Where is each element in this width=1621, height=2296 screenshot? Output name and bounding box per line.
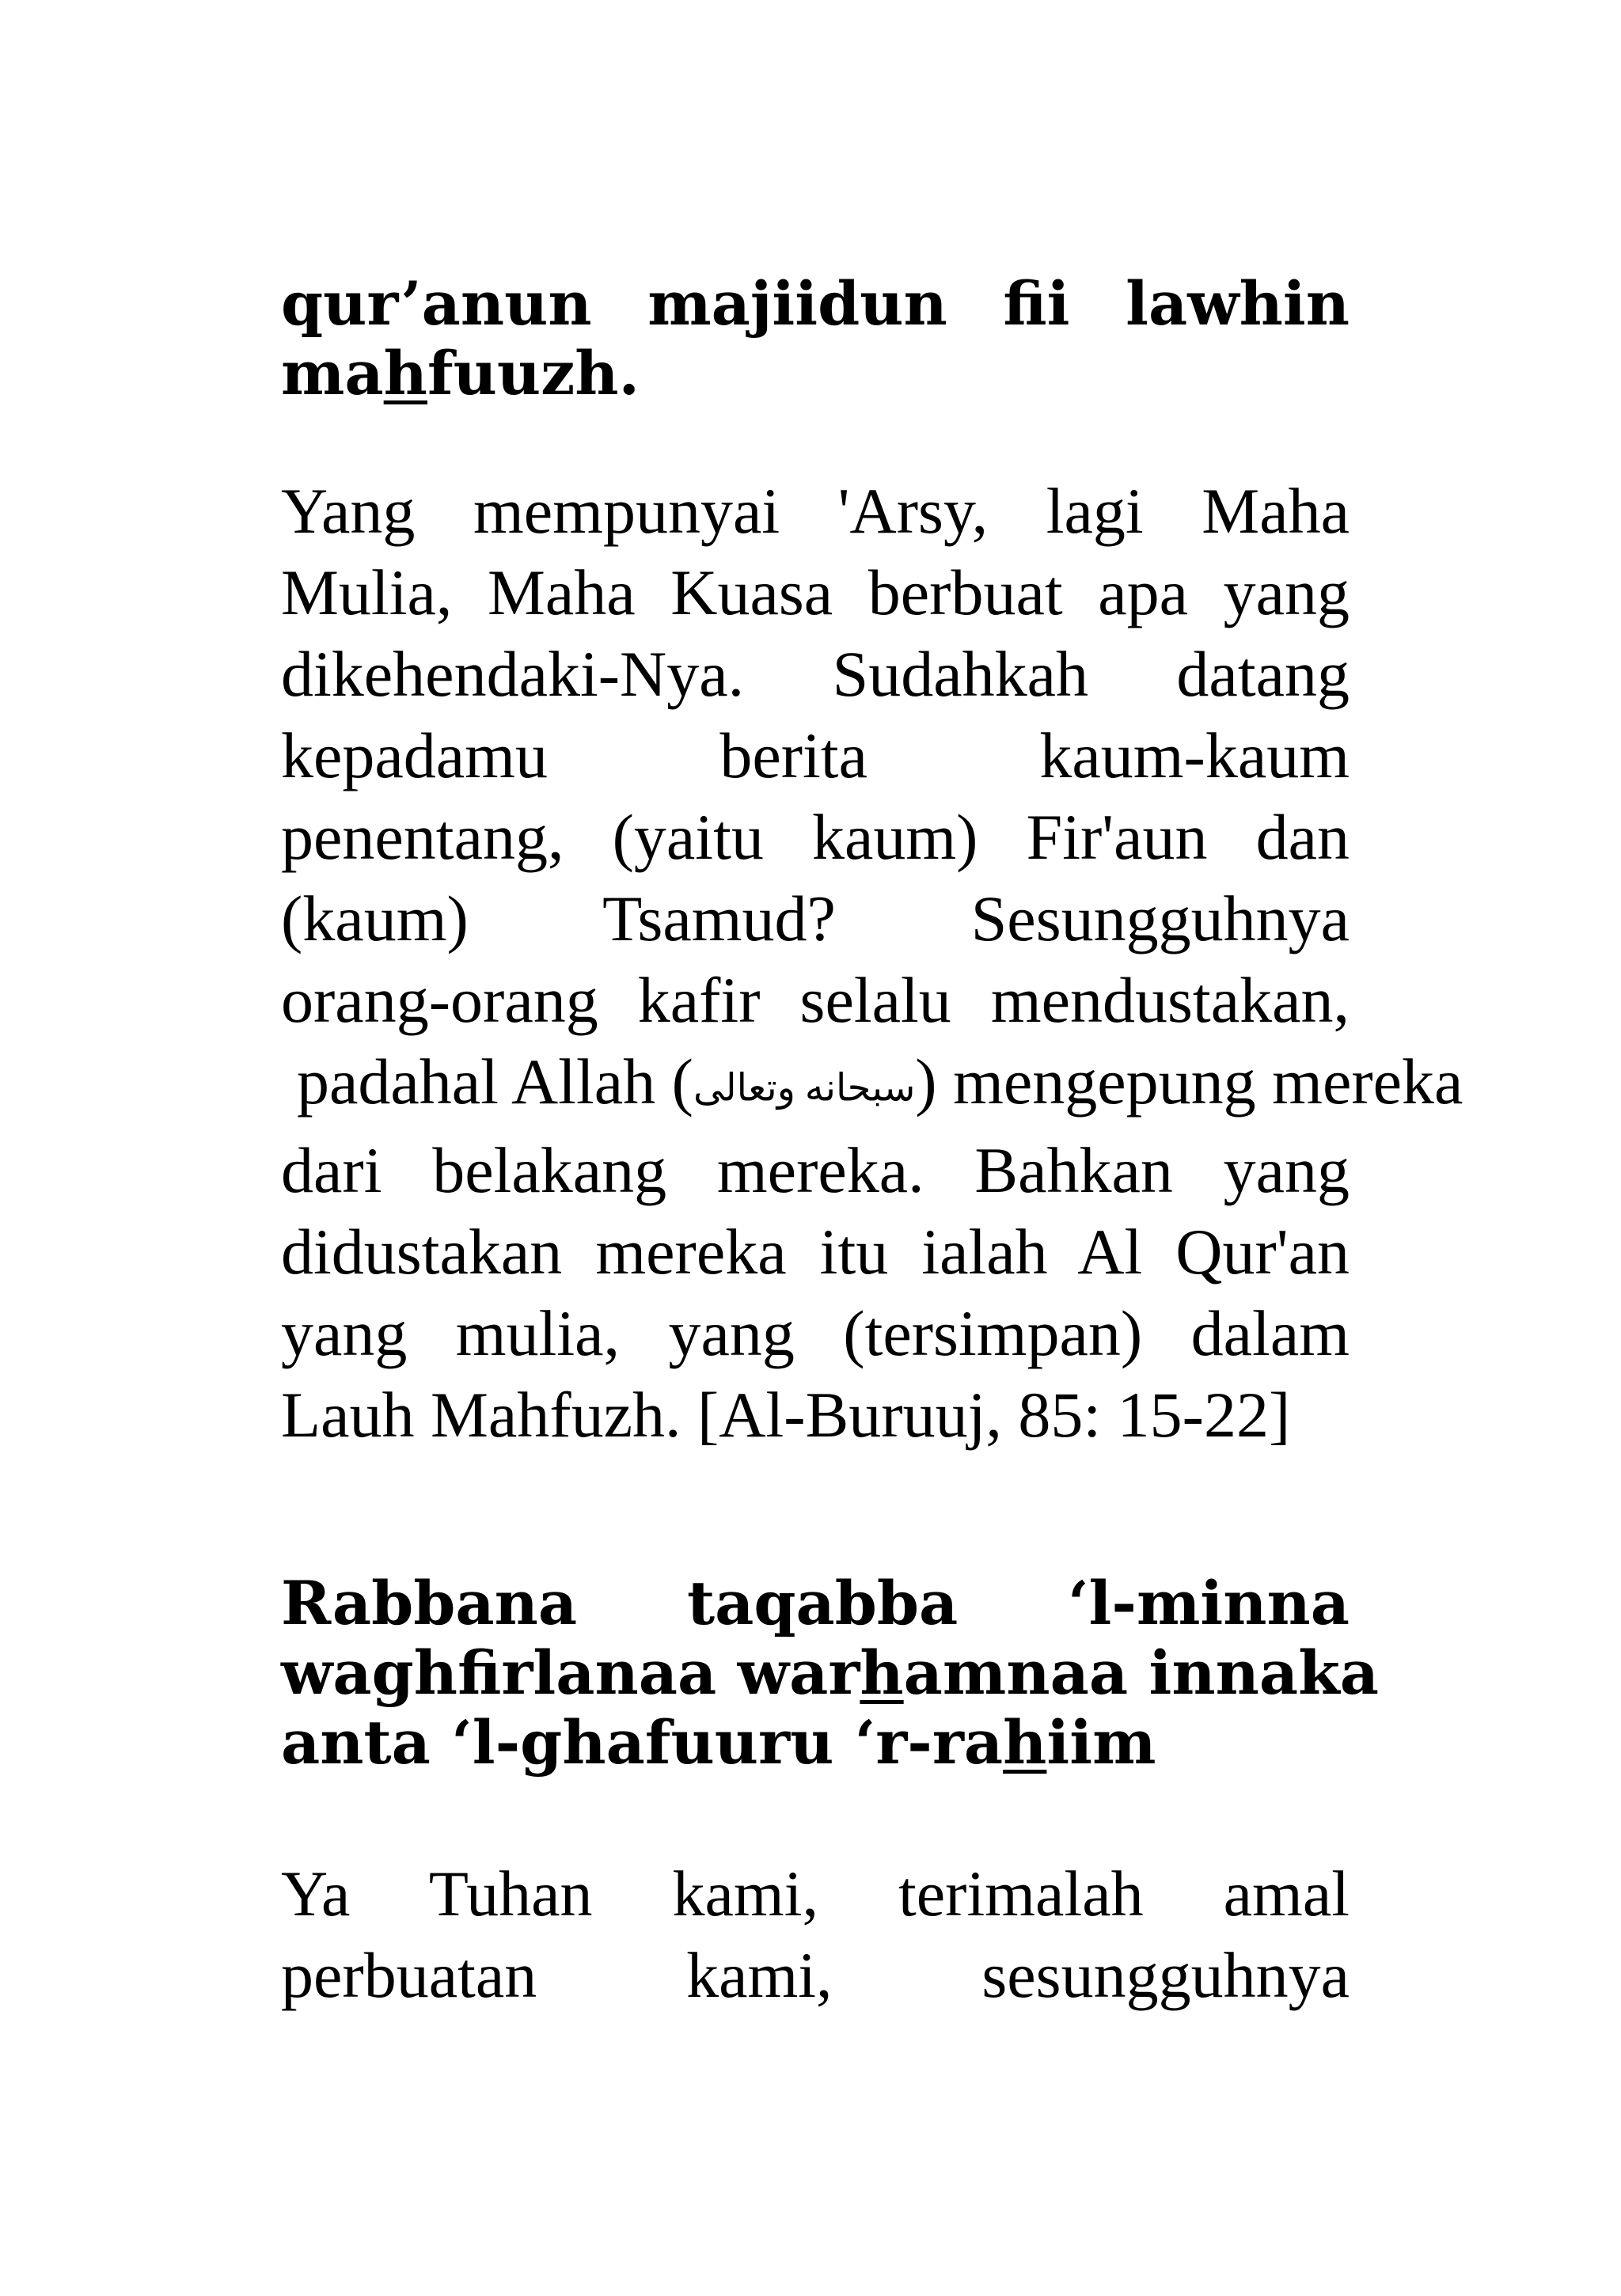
heading-line: mahfuuzh. bbox=[281, 338, 640, 408]
paragraph-line: didustakan mereka itu ialah Al Qur'an bbox=[281, 1215, 1350, 1288]
heading-line: qur’anun majiidun fii lawhin bbox=[281, 268, 1350, 339]
paragraph-line: (kaum) Tsamud? Sesungguhnya bbox=[281, 882, 1350, 954]
paragraph-line: Ya Tuhan kami, terimalah amal bbox=[281, 1857, 1350, 1930]
transliteration-heading-1 bbox=[281, 269, 1350, 408]
paragraph-line: orang-orang kafir selalu mendustakan, bbox=[281, 964, 1350, 1036]
paragraph-line: perbuatan kami, sesungguhnya bbox=[281, 1938, 1350, 2011]
page-content bbox=[281, 268, 1463, 2016]
paragraph-line: Yang mempunyai 'Arsy, lagi Maha bbox=[281, 475, 1350, 547]
underlined-letter: h bbox=[860, 1637, 904, 1708]
paragraph-line: Mulia, Maha Kuasa berbuat apa yang bbox=[281, 556, 1350, 628]
underlined-letter: h bbox=[383, 338, 427, 408]
paragraph-line: padahal Allah (سبحانه وتعالى) mengepung mereka bbox=[297, 1046, 1463, 1118]
heading-line: waghfirlanaa warhamnaa innaka bbox=[281, 1637, 1380, 1708]
paragraph-line: penentang, (yaitu kaum) Fir'aun dan bbox=[281, 801, 1350, 873]
translation-paragraph-1 bbox=[281, 470, 1463, 1455]
heading-line: Rabbana taqabba ‘l-minna bbox=[281, 1567, 1350, 1638]
honorific-glyph: سبحانه وتعالى bbox=[693, 1067, 916, 1110]
paragraph-line: dari belakang mereka. Bahkan yang bbox=[281, 1133, 1350, 1206]
translation-paragraph-2 bbox=[281, 1853, 1350, 2016]
heading-line: anta ‘l-ghafuuru ‘r-rahiim bbox=[281, 1706, 1156, 1778]
paragraph-line: yang mulia, yang (tersimpan) dalam bbox=[281, 1296, 1350, 1369]
paragraph-line: kepadamu berita kaum-kaum bbox=[281, 719, 1350, 791]
underlined-letter: h bbox=[1003, 1706, 1047, 1778]
paragraph-line: Lauh Mahfuzh. [Al-Buruuj, 85: 15-22] bbox=[281, 1378, 1291, 1451]
transliteration-heading-2 bbox=[281, 1567, 1380, 1778]
paragraph-line: dikehendaki-Nya. Sudahkah datang bbox=[281, 638, 1350, 710]
